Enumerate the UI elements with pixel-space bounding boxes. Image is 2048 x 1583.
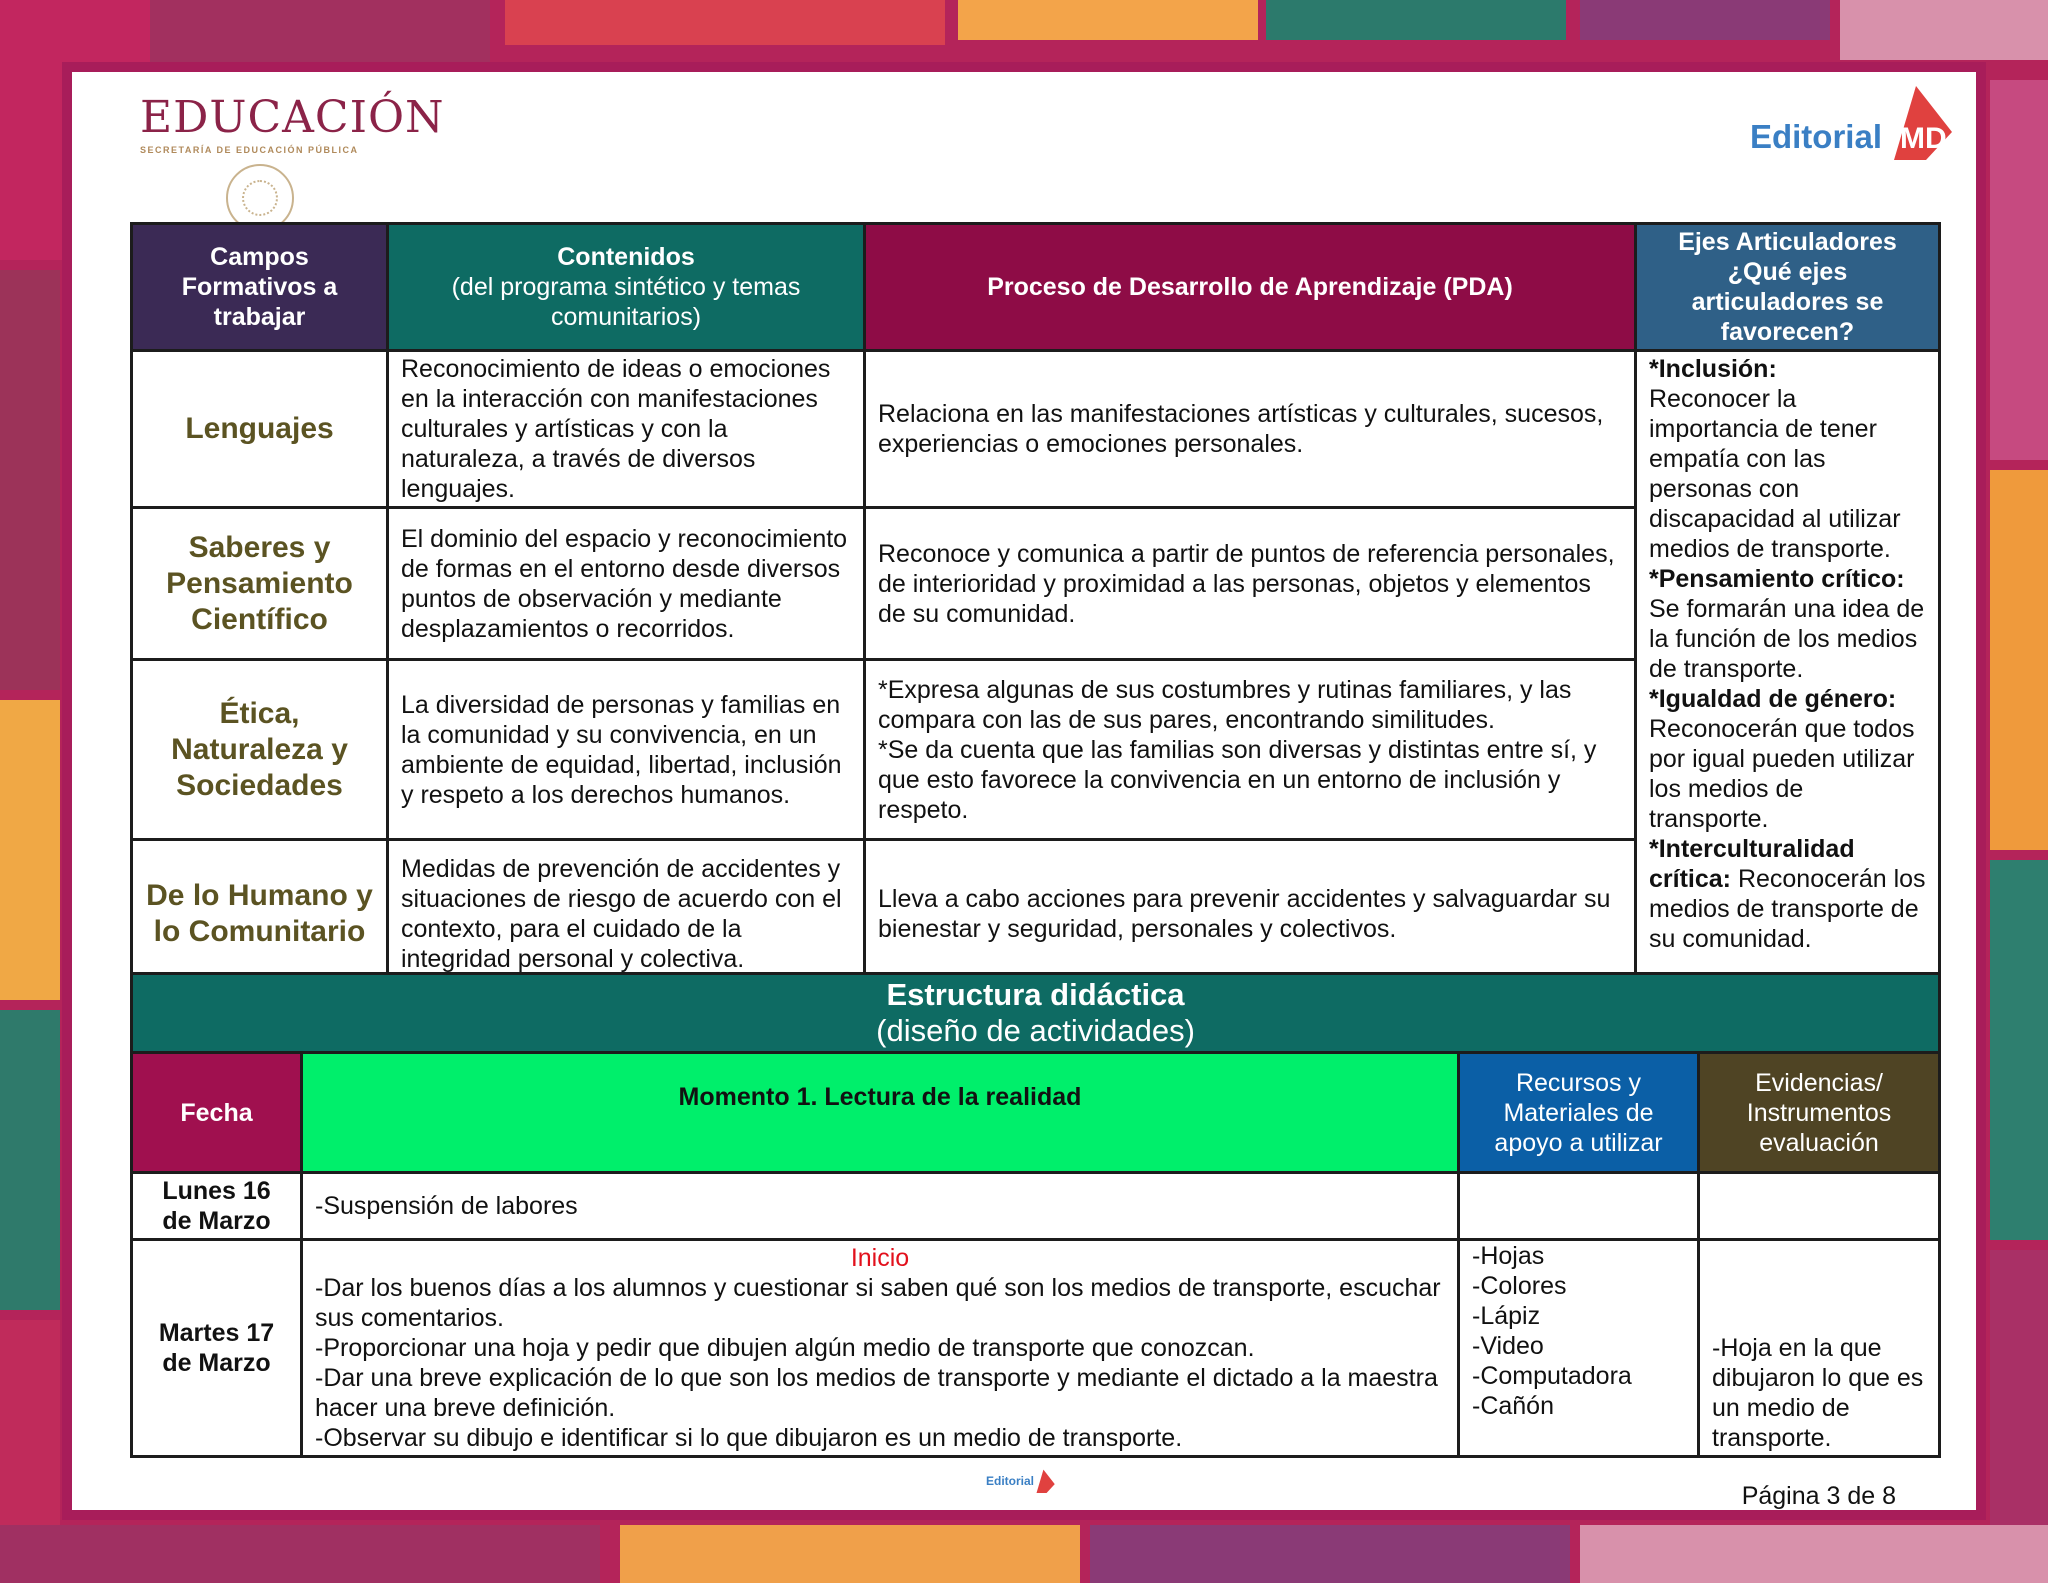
background-tile bbox=[1090, 1525, 1570, 1583]
eje-title: *Interculturalidad crítica: bbox=[1649, 835, 1855, 893]
estructura-didactica-table bbox=[130, 972, 1941, 1458]
md-mark-icon bbox=[1886, 82, 1956, 162]
recurso-item: -Hojas bbox=[1472, 1242, 1545, 1270]
background-tile bbox=[620, 1525, 1080, 1583]
md-mark-icon bbox=[1034, 1468, 1056, 1494]
inicio-label: Inicio bbox=[850, 1244, 910, 1272]
page-number: Página 3 de 8 bbox=[1741, 1482, 1896, 1510]
background-tile bbox=[150, 0, 490, 62]
background-tile bbox=[0, 1525, 600, 1583]
header-fecha: Fecha bbox=[132, 1053, 302, 1173]
header-pda: Proceso de Desarrollo de Aprendizaje (PDA) bbox=[865, 224, 1636, 351]
contenido-cell: Reconocimiento de ideas o emociones en la interacción con manifestaciones culturales y artísticas y con la naturaleza, a través de diversos lenguajes. bbox=[388, 351, 865, 508]
header-recursos: Recursos y Materiales de apoyo a utilizar bbox=[1459, 1053, 1699, 1173]
campos-formativos-table bbox=[130, 222, 1941, 989]
evidencia-cell: -Hoja en la que dibujaron lo que es un medio de transporte. bbox=[1699, 1240, 1940, 1457]
sep-logo bbox=[140, 92, 445, 155]
actividad-line: -Dar los buenos días a los alumnos y cuestionar si saben qué son los medios de transporte, escuchar sus comentarios. bbox=[315, 1274, 1441, 1332]
evidencia-cell bbox=[1699, 1173, 1940, 1240]
eje-title: *Pensamiento crítico: bbox=[1649, 565, 1905, 593]
background-tile bbox=[1266, 0, 1566, 40]
campo-cell: Saberes y Pensamiento Científico bbox=[132, 508, 388, 660]
sep-logo-subtitle: SECRETARÍA DE EDUCACIÓN PÚBLICA bbox=[140, 145, 359, 155]
background-tile bbox=[0, 270, 60, 690]
recurso-item: -Cañón bbox=[1472, 1392, 1554, 1420]
estructura-subtitle: (diseño de actividades) bbox=[876, 1013, 1195, 1048]
background-tile bbox=[1840, 0, 2048, 60]
background-tile bbox=[1990, 860, 2048, 1240]
recursos-cell bbox=[1459, 1173, 1699, 1240]
recursos-cell bbox=[1459, 1240, 1699, 1457]
actividad-line: -Proporcionar una hoja y pedir que dibujen algún medio de transporte que conozcan. bbox=[315, 1334, 1255, 1362]
campo-cell: De lo Humano y lo Comunitario bbox=[132, 840, 388, 988]
campo-cell: Lenguajes bbox=[132, 351, 388, 508]
recurso-item: -Computadora bbox=[1472, 1362, 1632, 1390]
editorial-md-logo-word: Editorial bbox=[1749, 118, 1882, 155]
actividad-line: -Dar una breve explicación de lo que son los medios de transporte y mediante el dictado a la maestra hacer una breve definición. bbox=[315, 1364, 1438, 1422]
eje-text: Se formarán una idea de la función de los medios de transporte. bbox=[1649, 595, 1925, 683]
table-header-row bbox=[132, 1053, 1940, 1173]
fecha-cell: Lunes 16 de Marzo bbox=[132, 1173, 302, 1240]
actividad-line: -Observar su dibujo e identificar si lo que dibujaron es un medio de transporte. bbox=[315, 1424, 1183, 1452]
background-tile bbox=[1990, 470, 2048, 850]
editorial-md-logo bbox=[1750, 82, 1956, 162]
header-campos-formativos: Campos Formativos a trabajar bbox=[132, 224, 388, 351]
footer-logo-word: Editorial bbox=[986, 1474, 1035, 1488]
background-tile bbox=[0, 1010, 60, 1310]
table-header-row bbox=[132, 224, 1940, 351]
table-row bbox=[132, 351, 1940, 508]
campo-cell: Ética, Naturaleza y Sociedades bbox=[132, 660, 388, 840]
header-evidencias: Evidencias/ Instrumentos evaluación bbox=[1699, 1053, 1940, 1173]
document-page bbox=[62, 62, 1986, 1520]
footer-logo bbox=[986, 1468, 1056, 1494]
eje-text: Reconocer la importancia de tener empatía con las personas con discapacidad al utilizar medios de transporte. bbox=[1649, 385, 1901, 563]
header-ejes-articuladores: Ejes Articuladores ¿Qué ejes articuladores se favorecen? bbox=[1636, 224, 1940, 351]
pda-line: *Expresa algunas de sus costumbres y rutinas familiares, y las compara con las de sus pares, encontrando similitudes. bbox=[878, 675, 1572, 734]
background-tile bbox=[1580, 1525, 2048, 1583]
table-row bbox=[132, 1173, 1940, 1240]
background-tile bbox=[505, 0, 945, 45]
actividad-cell: -Suspensión de labores bbox=[302, 1173, 1459, 1240]
pda-cell: Relaciona en las manifestaciones artísticas y culturales, sucesos, experiencias o emociones personales. bbox=[865, 351, 1636, 508]
pda-cell: Reconoce y comunica a partir de puntos de referencia personales, de interioridad y proximidad a las personas, objetos y elementos de su comunidad. bbox=[865, 508, 1636, 660]
table-row bbox=[132, 1240, 1940, 1457]
estructura-title bbox=[132, 974, 1940, 1053]
estructura-title-row bbox=[132, 974, 1940, 1053]
background-tile bbox=[1990, 80, 2048, 460]
estructura-title-text: Estructura didáctica bbox=[886, 977, 1185, 1012]
sep-logo-word: EDUCACIÓN bbox=[140, 92, 445, 143]
header-momento: Momento 1. Lectura de la realidad bbox=[302, 1053, 1459, 1173]
header-contenidos-title: Contenidos bbox=[557, 243, 695, 271]
eje-text: Reconocerán los medios de transporte de su comunidad. bbox=[1649, 865, 1926, 953]
contenido-cell: El dominio del espacio y reconocimiento de formas en el entorno desde diversos puntos de observación y mediante desplazamientos o recorridos. bbox=[388, 508, 865, 660]
recurso-item: -Video bbox=[1472, 1332, 1544, 1360]
header-contenidos bbox=[388, 224, 865, 351]
background-tile bbox=[0, 700, 60, 1000]
header-contenidos-subtitle: (del programa sintético y temas comunitarios) bbox=[451, 273, 801, 331]
fecha-cell: Martes 17 de Marzo bbox=[132, 1240, 302, 1457]
recurso-item: -Lápiz bbox=[1472, 1302, 1541, 1330]
contenido-cell: Medidas de prevención de accidentes y situaciones de riesgo de acuerdo con el contexto, para el cuidado de la integridad personal y colectiva. bbox=[388, 840, 865, 988]
eje-title: *Igualdad de género: bbox=[1649, 685, 1897, 713]
md-mark-letters: MD bbox=[1900, 122, 1947, 155]
pda-cell bbox=[865, 660, 1636, 840]
ejes-articuladores-cell bbox=[1636, 351, 1940, 988]
eje-title: *Inclusión: bbox=[1649, 355, 1777, 383]
pda-cell: Lleva a cabo acciones para prevenir accidentes y salvaguardar su bienestar y seguridad, personales y colectivos. bbox=[865, 840, 1636, 988]
contenido-cell: La diversidad de personas y familias en la comunidad y su convivencia, en un ambiente de equidad, libertad, inclusión y respeto a los derechos humanos. bbox=[388, 660, 865, 840]
actividad-cell bbox=[302, 1240, 1459, 1457]
eje-text: Reconocerán que todos por igual pueden utilizar los medios de transporte. bbox=[1649, 715, 1915, 833]
recurso-item: -Colores bbox=[1472, 1272, 1567, 1300]
background-tile bbox=[1580, 0, 1830, 40]
background-tile bbox=[958, 0, 1258, 40]
pda-line: *Se da cuenta que las familias son diversas y distintas entre sí, y que esto favorece la convivencia en un entorno de inclusión y respeto. bbox=[878, 735, 1597, 824]
